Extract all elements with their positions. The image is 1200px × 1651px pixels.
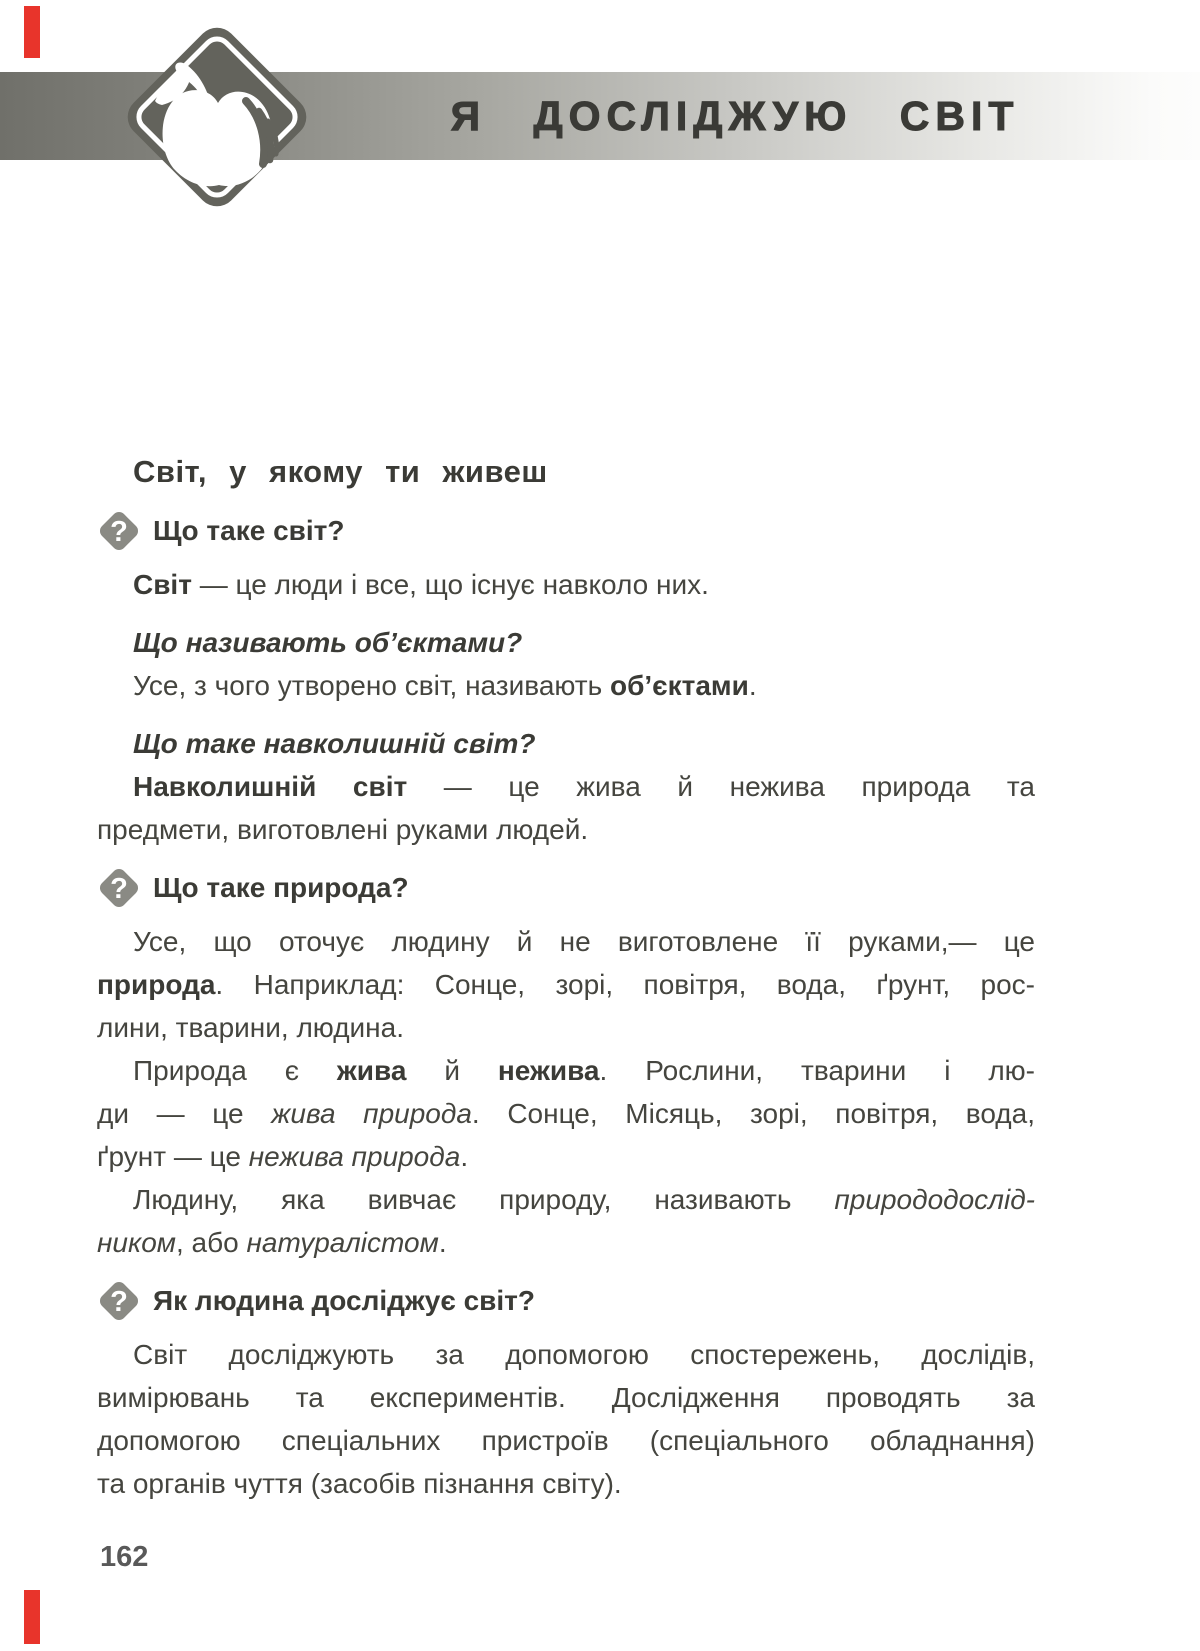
text-line: Усе, з чого утворено світ, називають об’єктами. (133, 670, 757, 701)
red-edge-mark-top (24, 6, 40, 58)
text-line: вимірювань та експериментів. Дослідження проводять за (97, 1382, 1035, 1413)
question-heading (97, 509, 1035, 552)
text-blocks (97, 509, 1035, 1505)
paragraph (97, 664, 1035, 707)
section-title: Світ, у якому ти живеш (133, 454, 548, 489)
text-line: Природа є жива й нежива. Рослини, тварини і лю- (133, 1055, 1036, 1086)
paragraph (97, 920, 1035, 1049)
question-heading (97, 866, 1035, 909)
paragraph (97, 1333, 1035, 1505)
text-line: природа. Наприклад: Сонце, зорі, повітря, вода, ґрунт, рос- (97, 969, 1035, 1000)
header-title: Я ДОСЛІДЖУЮ СВІТ (450, 93, 1020, 139)
page-number: 162 (100, 1541, 149, 1573)
text-line: ником, або натуралістом. (97, 1227, 447, 1258)
apple-icon (117, 204, 317, 221)
paragraph (97, 1178, 1035, 1264)
page-content (97, 450, 1035, 1505)
paragraph (97, 765, 1035, 851)
text-line: Людину, яка вивчає природу, називають природодослід- (133, 1184, 1035, 1215)
paragraph (97, 563, 1035, 606)
heading-text: Як людина досліджує світ? (153, 1285, 535, 1316)
sub-heading: Що таке навколишній світ? (133, 728, 536, 759)
paragraph (97, 1049, 1035, 1178)
heading-text: Що таке світ? (153, 515, 345, 546)
header-badge (117, 17, 317, 217)
text-line: предмети, виготовлені руками людей. (97, 814, 589, 845)
text-line: Усе, що оточує людину й не виготовлене її руками,— це (133, 926, 1035, 957)
svg-text:?: ? (110, 872, 128, 905)
svg-text:?: ? (110, 1285, 128, 1318)
text-line: ди — це жива природа. Сонце, Місяць, зорі, повітря, вода, (97, 1098, 1035, 1129)
question-mark-icon (93, 862, 145, 914)
question-heading (97, 1279, 1035, 1322)
question-mark-icon (93, 505, 145, 557)
question-mark-icon (93, 1275, 145, 1327)
text-line: допомогою спеціальних пристроїв (спеціального обладнання) (97, 1425, 1035, 1456)
sub-heading: Що називають об’єктами? (133, 627, 523, 658)
text-line: Світ — це люди і все, що існує навколо них. (133, 569, 709, 600)
text-line: лини, тварини, людина. (97, 1012, 404, 1043)
svg-text:?: ? (110, 515, 128, 548)
text-line: Навколишній світ — це жива й нежива природа та (133, 771, 1035, 802)
text-line: та органів чуття (засобів пізнання світу). (97, 1468, 622, 1499)
text-line: Світ досліджують за допомогою спостережень, дослідів, (133, 1339, 1035, 1370)
text-line: ґрунт — це нежива природа. (97, 1141, 469, 1172)
red-edge-mark-bottom (24, 1590, 40, 1644)
heading-text: Що таке природа? (153, 872, 409, 903)
